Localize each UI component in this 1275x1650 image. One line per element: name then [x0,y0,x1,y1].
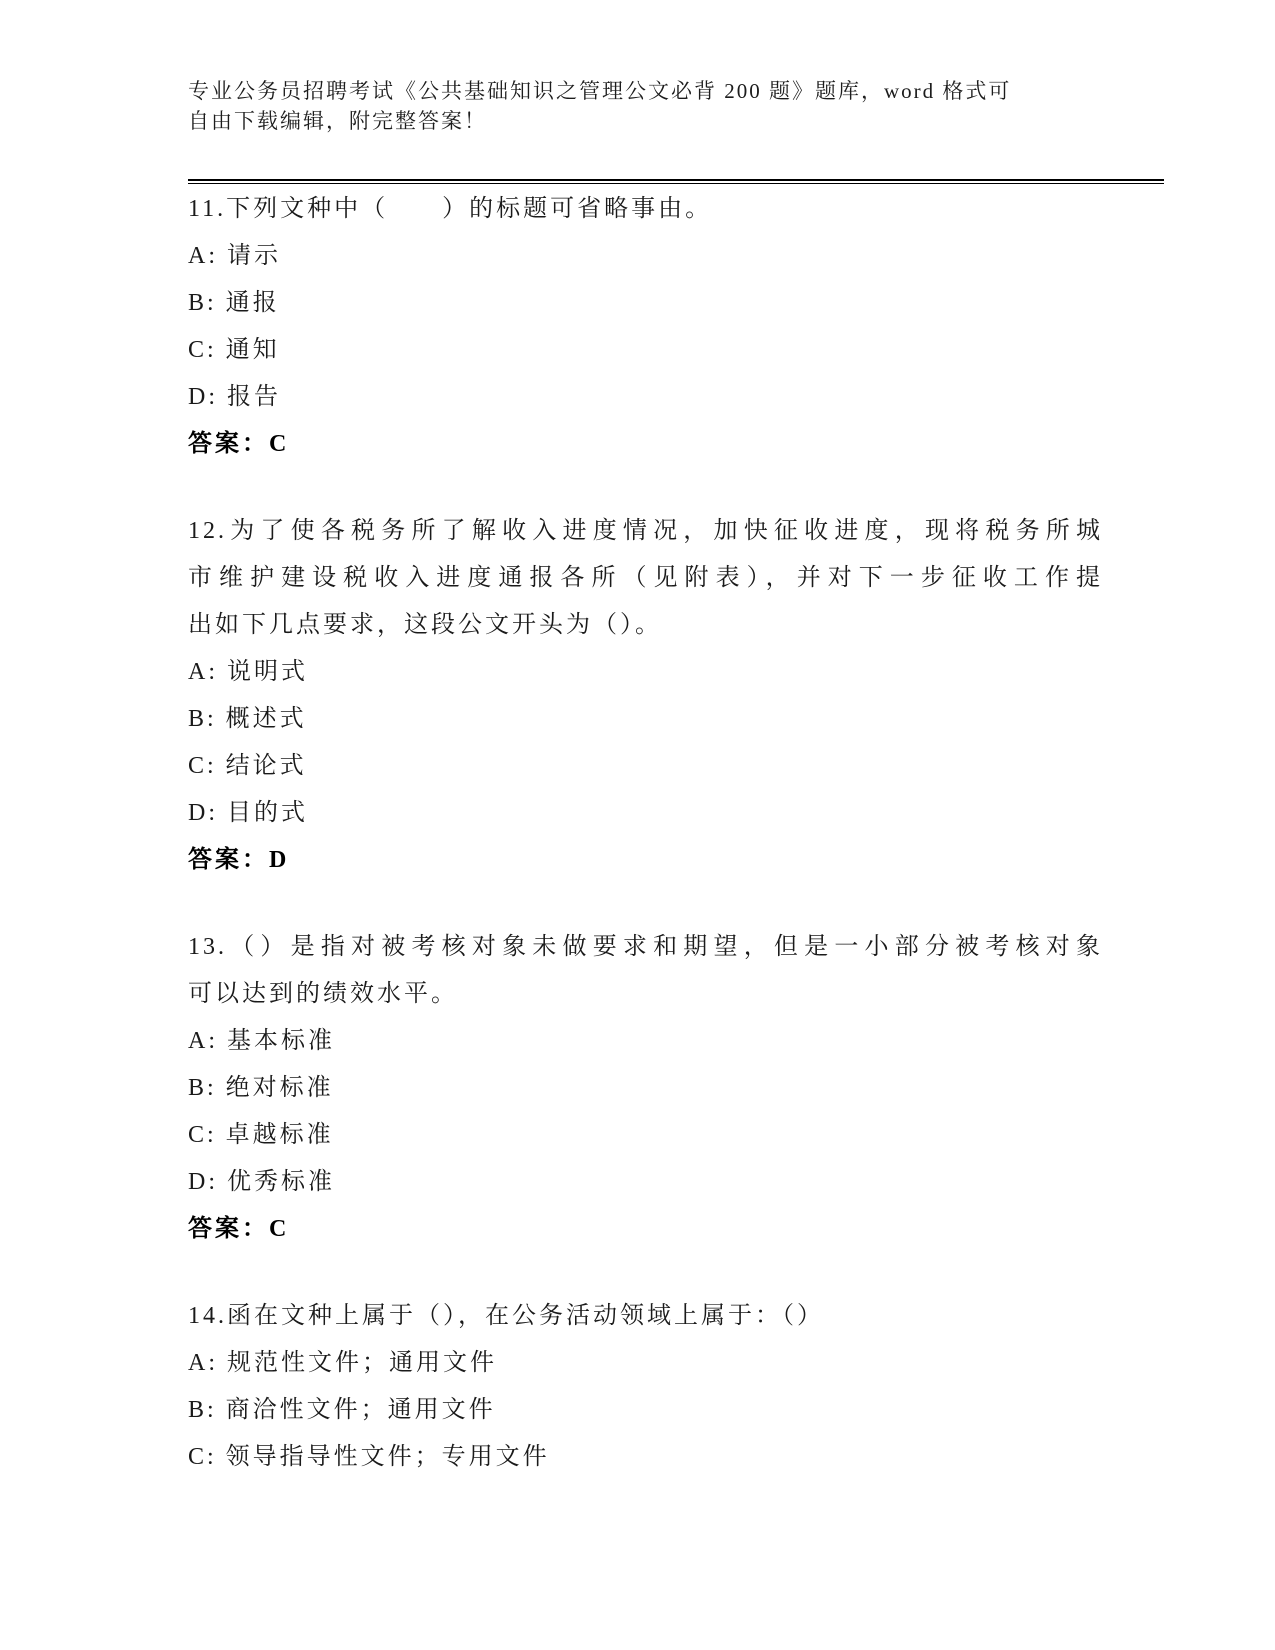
option-c: C: 卓越标准 [188,1122,334,1148]
option-a: A: 规范性文件；通用文件 [188,1350,497,1376]
answer-line: 答案：C [188,1216,290,1242]
option-c: C: 通知 [188,337,280,363]
option-d: D: 报告 [188,384,281,410]
question-block-11 [188,186,1103,468]
question-text: 市维护建设税收入进度通报各所（见附表），并对下一步征收工作提 [188,565,1103,591]
option-a: A: 基本标准 [188,1028,335,1054]
question-text: 13.（）是指对被考核对象未做要求和期望，但是一小部分被考核对象 [188,934,1103,960]
header-text-line2: 自由下载编辑，附完整答案！ [188,109,487,133]
question-block-12 [188,508,1103,884]
option-b: B: 商洽性文件；通用文件 [188,1397,496,1423]
question-text: 出如下几点要求，这段公文开头为（）。 [188,612,662,638]
document-header [188,76,1038,136]
option-a: A: 说明式 [188,659,308,685]
question-block-14 [188,1293,1103,1481]
option-d: D: 目的式 [188,800,308,826]
option-b: B: 概述式 [188,706,307,732]
question-text: 14.函在文种上属于（），在公务活动领域上属于：（） [188,1303,824,1329]
option-b: B: 绝对标准 [188,1075,334,1101]
question-text: 11.下列文种中（ ）的标题可省略事由。 [188,196,713,222]
option-c: C: 领导指导性文件；专用文件 [188,1444,550,1470]
option-a: A: 请示 [188,243,281,269]
answer-line: 答案：C [188,431,290,457]
option-d: D: 优秀标准 [188,1169,335,1195]
option-c: C: 结论式 [188,753,307,779]
option-b: B: 通报 [188,290,280,316]
header-divider [188,179,1164,184]
question-block-13 [188,924,1103,1253]
answer-line: 答案：D [188,847,290,873]
header-text-line1: 专业公务员招聘考试《公共基础知识之管理公文必背 200 题》题库，word 格式可 [188,79,1012,103]
question-text: 可以达到的绩效水平。 [188,981,458,1007]
question-text: 12.为了使各税务所了解收入进度情况，加快征收进度，现将税务所城 [188,518,1103,544]
